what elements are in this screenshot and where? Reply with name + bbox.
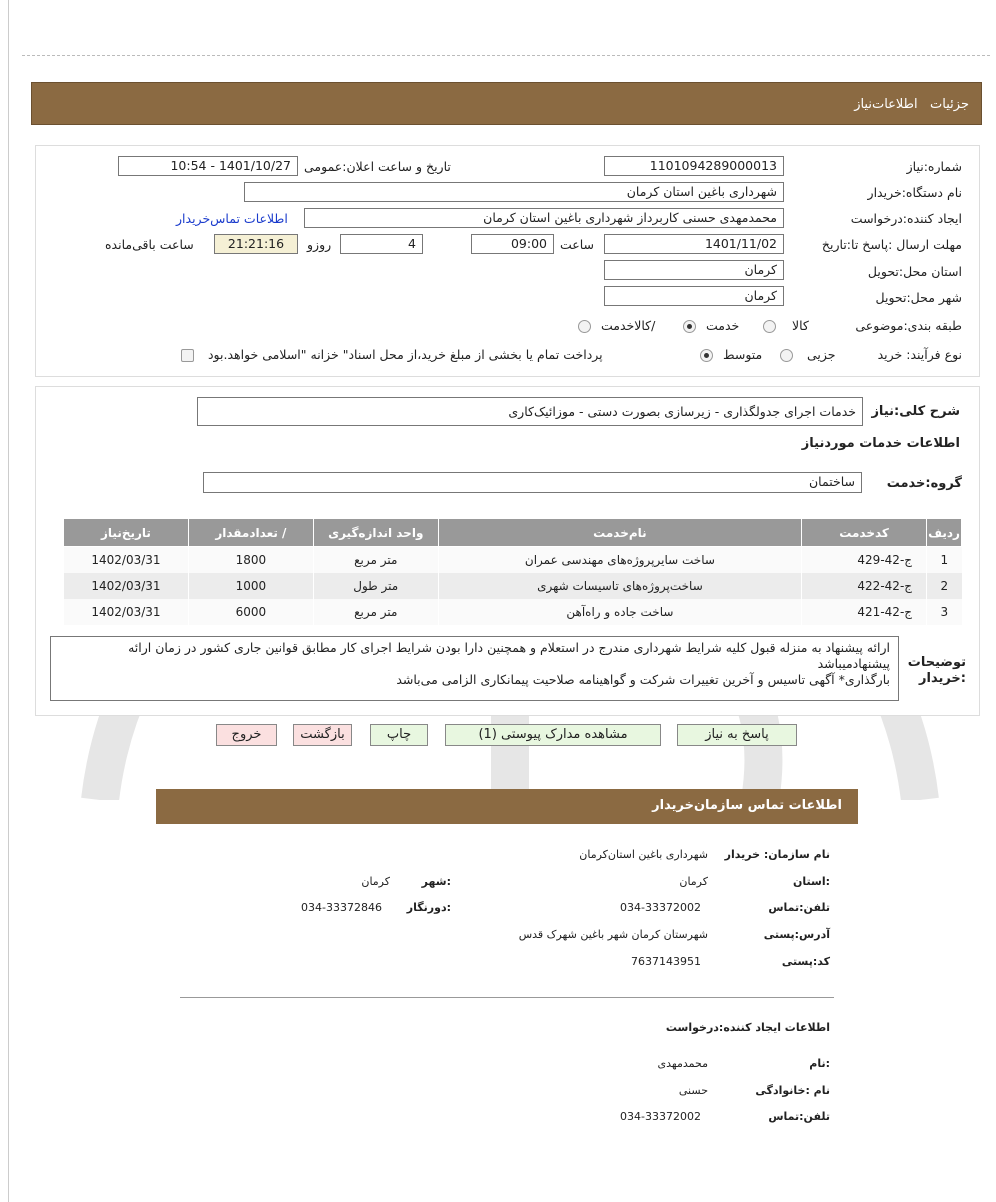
notes-label: توضیحات :خریدار <box>907 655 966 686</box>
deadline-label: مهلت ارسال :پاسخ تا:تاریخ <box>821 237 962 252</box>
city-field: کرمان <box>604 286 784 306</box>
group-field: ساختمان <box>203 472 862 493</box>
cell-date: 1402/03/31 <box>64 599 189 625</box>
payment-note <box>181 347 603 362</box>
cell-row: 1 <box>927 547 962 573</box>
process-medium-radio[interactable] <box>700 349 713 362</box>
payment-checkbox[interactable] <box>181 349 194 362</box>
contact-province-value: کرمان <box>679 875 708 888</box>
tab-details[interactable]: جزئیات <box>930 97 969 112</box>
category-goods-label: کالا <box>791 318 809 333</box>
creator-phone-label: تلفن:تماس <box>768 1110 830 1123</box>
page-left-border <box>8 0 9 1202</box>
services-table <box>63 518 962 625</box>
contact-province-label: :استان <box>793 875 830 888</box>
reply-button[interactable]: پاسخ به نیاز <box>677 724 797 746</box>
process-medium-label: متوسط <box>722 347 763 362</box>
cell-name: ساخت‌پروژه‌های تاسیسات شهری <box>438 573 801 599</box>
contact-phone-value: 034-33372002 <box>620 901 701 914</box>
contact-divider <box>180 997 834 998</box>
category-service-radio[interactable] <box>683 320 696 333</box>
category-service-label: خدمت <box>705 318 740 333</box>
cell-qty: 1800 <box>188 547 313 573</box>
creator-name-value: محمدمهدی <box>657 1057 708 1070</box>
days-field: 4 <box>340 234 423 254</box>
notes-line-2: بارگذاری* آگهی تاسیس و آخرین تغییرات شرکت و گواهینامه صلاحیت پیمانکاری الزامی می‌باشد <box>396 672 890 687</box>
category-goods-service-label: /کالاخدمت <box>600 318 656 333</box>
category-goods-service-option[interactable] <box>578 318 655 333</box>
postal-label: کد:پستی <box>781 955 830 968</box>
fax-label: :دورنگار <box>406 901 451 914</box>
col-name-header: نام‌خدمت <box>438 519 801 547</box>
creator-info-title: اطلاعات ایجاد کننده:درخواست <box>665 1021 830 1034</box>
contact-city-label: :شهر <box>421 875 451 888</box>
buyer-field: شهرداری باغین استان کرمان <box>244 182 784 202</box>
announce-label: تاریخ و ساعت اعلان:عمومی <box>304 159 451 174</box>
cell-unit: متر طول <box>313 573 438 599</box>
deadline-date-field: 1401/11/02 <box>604 234 784 254</box>
process-minor-option[interactable] <box>780 347 836 362</box>
days-label: روزو <box>307 237 332 252</box>
tab-need-info[interactable]: اطلاعات‌نیاز <box>854 97 918 112</box>
cell-code: ج-42-429 <box>802 547 927 573</box>
page-header-bar <box>31 82 982 125</box>
city-label: شهر محل:تحویل <box>875 290 962 305</box>
contact-section-header <box>156 789 858 824</box>
creator-name-label: :نام <box>809 1057 830 1070</box>
cell-qty: 6000 <box>188 599 313 625</box>
cell-row: 2 <box>927 573 962 599</box>
creator-label: ایجاد کننده:درخواست <box>850 211 962 226</box>
col-unit-header: واحد اندازه‌گیری <box>313 519 438 547</box>
table-row <box>64 599 962 625</box>
remaining-time-field: 21:21:16 <box>214 234 298 254</box>
process-minor-label: جزیی <box>806 347 836 362</box>
top-divider <box>22 55 990 56</box>
attachments-button[interactable]: مشاهده مدارک پیوستی (1) <box>445 724 661 746</box>
remaining-label: ساعت باقی‌مانده <box>105 237 194 252</box>
contact-phone-label: تلفن:تماس <box>768 901 830 914</box>
back-button[interactable]: بازگشت <box>293 724 352 746</box>
address-label: آدرس:پستی <box>763 928 830 941</box>
category-goods-option[interactable] <box>763 318 809 333</box>
summary-field: خدمات اجرای جدولگذاری - زیرسازی بصورت دستی - موزائیک‌کاری <box>197 397 863 426</box>
process-label: نوع فرآیند: خرید <box>877 347 962 362</box>
table-header-row <box>64 519 962 547</box>
time-label: ساعت <box>560 237 595 252</box>
buyer-contact-link[interactable]: اطلاعات تماس‌خریدار <box>176 211 288 226</box>
cell-unit: متر مربع <box>313 599 438 625</box>
process-minor-radio[interactable] <box>780 349 793 362</box>
address-value: شهرستان کرمان شهر باغین شهرک قدس <box>518 928 708 941</box>
org-label: نام سازمان: خریدار <box>724 848 830 861</box>
province-label: استان محل:تحویل <box>867 264 962 279</box>
buyer-label: نام دستگاه:خریدار <box>867 185 962 200</box>
creator-field: محمدمهدی حسنی کاربرداز شهرداری باغین استان کرمان <box>304 208 784 228</box>
cell-unit: متر مربع <box>313 547 438 573</box>
province-field: کرمان <box>604 260 784 280</box>
notes-field <box>50 636 899 701</box>
cell-date: 1402/03/31 <box>64 547 189 573</box>
cell-name: ساخت سایرپروژه‌های مهندسی عمران <box>438 547 801 573</box>
deadline-time-field: 09:00 <box>471 234 554 254</box>
summary-label: شرح کلی:نیاز <box>871 404 960 419</box>
table-row <box>64 573 962 599</box>
cell-date: 1402/03/31 <box>64 573 189 599</box>
cell-code: ج-42-421 <box>802 599 927 625</box>
services-title: اطلاعات خدمات موردنیاز <box>801 436 960 451</box>
category-service-option[interactable] <box>683 318 739 333</box>
table-row <box>64 547 962 573</box>
creator-family-label: نام :خانوادگی <box>755 1084 830 1097</box>
cell-code: ج-42-422 <box>802 573 927 599</box>
cell-name: ساخت جاده و راه‌آهن <box>438 599 801 625</box>
category-goods-radio[interactable] <box>763 320 776 333</box>
payment-note-text: پرداخت تمام یا بخشی از مبلغ خرید،از محل اسناد" خزانه "اسلامی خواهد.بود <box>207 347 603 362</box>
col-date-header: تاریخ‌نیاز <box>64 519 189 547</box>
postal-value: 7637143951 <box>631 955 701 968</box>
contact-title: اطلاعات تماس سازمان‌خریدار <box>652 798 842 813</box>
notes-line-1: ارائه پیشنهاد به منزله قبول کلیه شرایط شهرداری مندرج در استعلام و همچنین دارا بودن شرایط اجرای کار مطابق قوانین جاری کشور در زمان ارائه پیشنهادمیباشد <box>128 640 890 671</box>
col-code-header: کدخدمت <box>802 519 927 547</box>
need-number-field: 1101094289000013 <box>604 156 784 176</box>
creator-family-value: حسنی <box>678 1084 708 1097</box>
cell-qty: 1000 <box>188 573 313 599</box>
exit-button[interactable]: خروج <box>216 724 277 746</box>
print-button[interactable]: چاپ <box>370 724 428 746</box>
contact-city-value: کرمان <box>361 875 390 888</box>
category-label: طبقه بندی:موضوعی <box>855 318 962 333</box>
fax-value: 034-33372846 <box>301 901 382 914</box>
org-value: شهرداری باغین استان‌کرمان <box>579 848 708 861</box>
group-label: گروه:خدمت <box>886 476 962 491</box>
cell-row: 3 <box>927 599 962 625</box>
need-info-panel <box>35 145 980 377</box>
category-goods-service-radio[interactable] <box>578 320 591 333</box>
col-row-header: ردیف <box>927 519 962 547</box>
col-qty-header: / تعدادمقدار <box>188 519 313 547</box>
announce-field: 1401/10/27 - 10:54 <box>118 156 298 176</box>
creator-phone-value: 034-33372002 <box>620 1110 701 1123</box>
process-medium-option[interactable] <box>700 347 762 362</box>
need-number-label: شماره:نیاز <box>906 159 962 174</box>
